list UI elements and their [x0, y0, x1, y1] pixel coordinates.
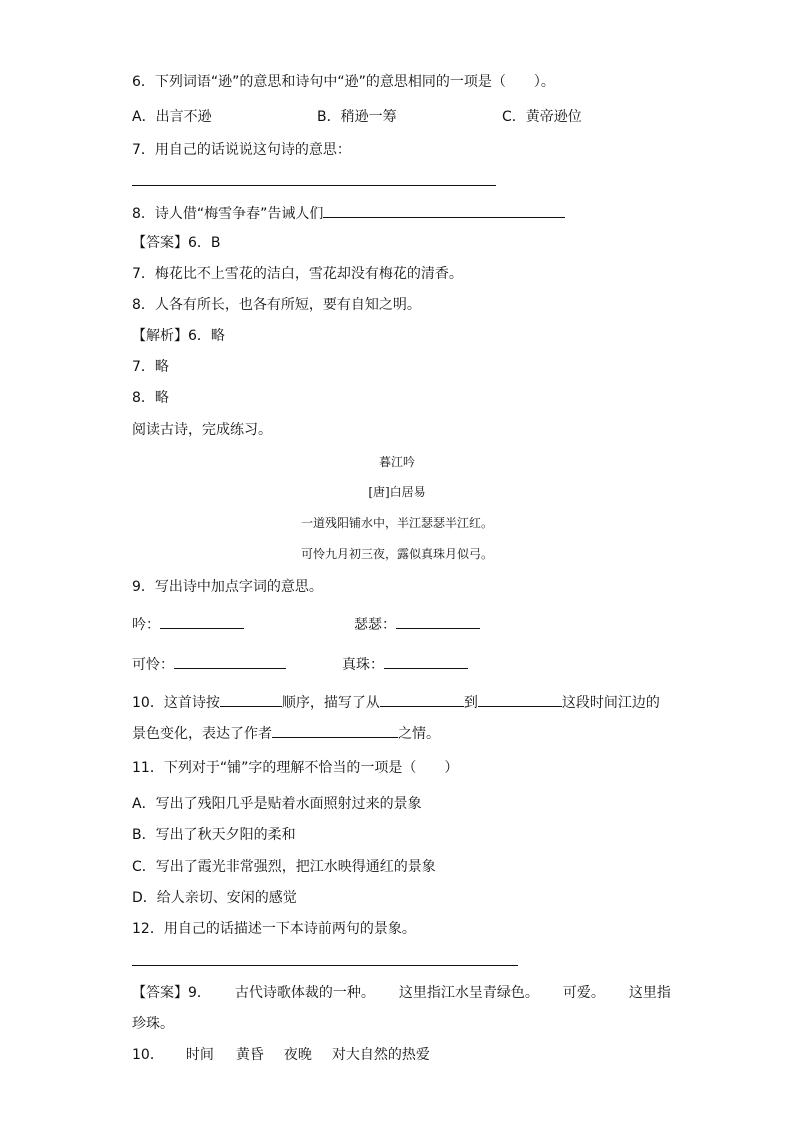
q8-blank	[323, 203, 565, 218]
analysis-7: 7．略	[132, 359, 169, 375]
question-8-text: 8．诗人借“梅雪争春”告诫人们	[132, 206, 324, 222]
answer-10-order: 时间	[185, 1047, 214, 1063]
q9-zhenzhu-label: 真珠：	[342, 657, 384, 673]
poem-line-2: 可怜九月初三夜，露似真珠月似弓。	[300, 547, 493, 561]
question-10-line-2	[132, 723, 440, 743]
q10-blank-2	[380, 692, 464, 707]
q9-kelian	[132, 654, 286, 674]
analysis-8: 8．略	[132, 390, 169, 406]
answer-9-kelian: 可爱。	[562, 985, 605, 1001]
q6-option-c: C．黄帝逊位	[502, 109, 582, 125]
poem-line-1: 一道残阳铺水中，半江瑟瑟半江红。	[300, 516, 493, 530]
q9-sese-label: 瑟瑟：	[354, 617, 396, 633]
q9-zhenzhu	[342, 654, 468, 674]
q10-part-2: 顺序，描写了从	[281, 695, 380, 711]
q10-part-1: 10．这首诗按	[132, 695, 220, 711]
answer-10-to: 夜晚	[283, 1047, 312, 1063]
question-11: 11．下列对于“铺”字的理解不恰当的一项是（ ）	[132, 760, 459, 776]
q9-yin	[132, 614, 244, 634]
analysis-6: 【解析】6．略	[132, 328, 225, 344]
q12-answer-line	[132, 965, 518, 966]
answer-9-zhenzhu-part-2: 珍珠。	[132, 1016, 174, 1032]
q9-kelian-blank	[174, 654, 286, 669]
q6-option-a: A．出言不逊	[132, 109, 212, 125]
q10-blank-3	[478, 692, 562, 707]
question-8	[132, 203, 565, 223]
answer-6: 【答案】6．B	[132, 235, 221, 251]
q9-zhenzhu-blank	[384, 654, 468, 669]
question-7: 7．用自己的话说说这句诗的意思：	[132, 142, 351, 158]
reading-intro: 阅读古诗，完成练习。	[132, 422, 272, 438]
question-6: 6．下列词语“逊”的意思和诗句中“逊”的意思相同的一项是（ ）。	[132, 74, 555, 90]
answer-9-label: 【答案】9．	[132, 985, 211, 1001]
answer-10-feeling: 对大自然的热爱	[331, 1047, 430, 1063]
q10-part-3: 到	[463, 695, 478, 711]
q10-part-5: 景色变化，表达了作者	[132, 726, 272, 742]
answer-8: 8．人各有所长，也各有所短，要有自知之明。	[132, 297, 421, 313]
q10-part-6: 之情。	[398, 726, 440, 742]
answer-10	[132, 1046, 430, 1064]
question-12: 12．用自己的话描述一下本诗前两句的景象。	[132, 921, 416, 937]
answer-10-label: 10．	[132, 1047, 164, 1063]
q11-option-b: B．写出了秋天夕阳的柔和	[132, 827, 296, 843]
q9-sese	[354, 614, 480, 634]
q11-option-d: D．给人亲切、安闲的感觉	[132, 890, 297, 906]
q6-option-b: B．稍逊一筹	[317, 109, 397, 125]
q11-option-a: A．写出了残阳几乎是贴着水面照射过来的景象	[132, 796, 422, 812]
q10-part-4: 这段时间江边的	[561, 695, 660, 711]
q9-sese-blank	[396, 614, 480, 629]
question-9: 9．写出诗中加点字词的意思。	[132, 579, 323, 595]
q7-answer-line	[132, 185, 496, 186]
answer-10-from: 黄昏	[235, 1047, 264, 1063]
q10-blank-4	[272, 723, 398, 738]
question-10-line-1	[132, 692, 660, 712]
poem-title: 暮江吟	[378, 455, 415, 469]
q9-yin-blank	[160, 614, 244, 629]
q10-blank-1	[220, 692, 282, 707]
q9-kelian-label: 可怜：	[132, 657, 174, 673]
poem-author: [唐]白居易	[368, 485, 426, 499]
q9-yin-label: 吟：	[132, 617, 160, 633]
answer-9-sese: 这里指江水呈青绿色。	[398, 985, 539, 1001]
answer-7: 7．梅花比不上雪花的洁白，雪花却没有梅花的清香。	[132, 266, 463, 282]
answer-9-yin: 古代诗歌体裁的一种。	[234, 985, 375, 1001]
answer-9-zhenzhu-part-1: 这里指	[628, 985, 671, 1001]
answer-9-line-1	[132, 984, 671, 1002]
q11-option-c: C．写出了霞光非常强烈，把江水映得通红的景象	[132, 859, 436, 875]
